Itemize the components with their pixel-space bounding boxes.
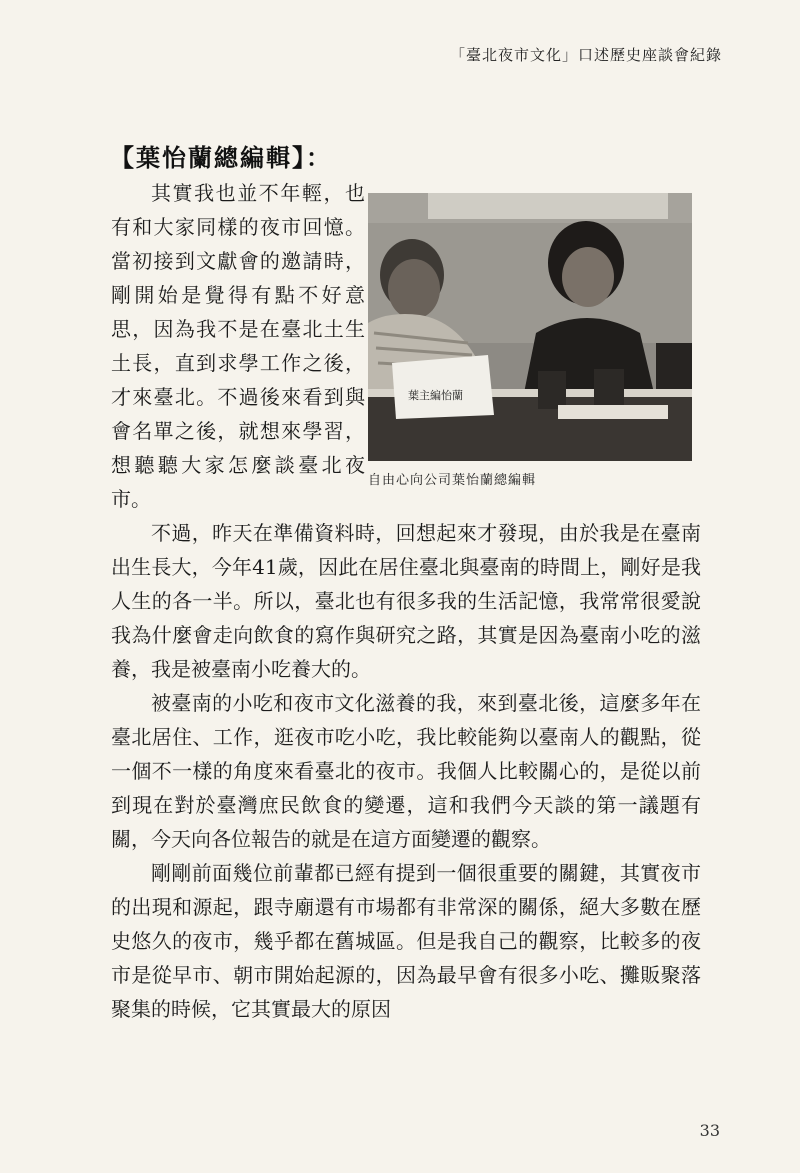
figure-spacer	[365, 176, 701, 496]
paragraph: 其實我也並不年輕，也有和大家同樣的夜市回憶。當初接到文獻會的邀請時，剛開始是覺得有點不好意思，因為我不是在臺北土生土長，直到求學工作之後，才來臺北。不過後來看到與會名單之後，就想來學習，想聽聽大家怎麼談臺北夜市。	[111, 181, 365, 511]
photo-caption: 自由心向公司葉怡蘭總編輯	[368, 473, 537, 488]
paragraph: 不過，昨天在準備資料時，回想起來才發現，由於我是在臺南出生長大，今年41歲，因此在居住臺北與臺南的時間上，剛好是我人生的各一半。所以，臺北也有很多我的生活記憶，我常常很愛說我為什麼會走向飲食的寫作與研究之路，其實是因為臺南小吃的滋養，我是被臺南小吃養大的。	[111, 521, 701, 681]
paragraph: 剛剛前面幾位前輩都已經有提到一個很重要的關鍵，其實夜市的出現和源起，跟寺廟還有市場都有非常深的關係，絕大多數在歷史悠久的夜市，幾乎都在舊城區。但是我自己的觀察，比較多的夜市是從早市、朝市開始起源的，因為最早會有很多小吃、攤販聚落聚集的時候，它其實最大的原因	[111, 861, 701, 1021]
body-text	[111, 176, 701, 1026]
paragraph: 被臺南的小吃和夜市文化滋養的我，來到臺北後，這麼多年在臺北居住、工作，逛夜市吃小吃，我比較能夠以臺南人的觀點，從一個不一樣的角度來看臺北的夜市。我個人比較關心的，是從以前到現在對於臺灣庶民飲食的變遷，這和我們今天談的第一議題有關，今天向各位報告的就是在這方面變遷的觀察。	[111, 691, 701, 851]
nameplate-text: 葉主編怡蘭	[408, 389, 463, 402]
running-header: 「臺北夜市文化」口述歷史座談會紀錄	[449, 46, 722, 64]
page-number: 33	[699, 1121, 720, 1140]
speaker-heading: 【葉怡蘭總編輯】：	[110, 144, 332, 172]
